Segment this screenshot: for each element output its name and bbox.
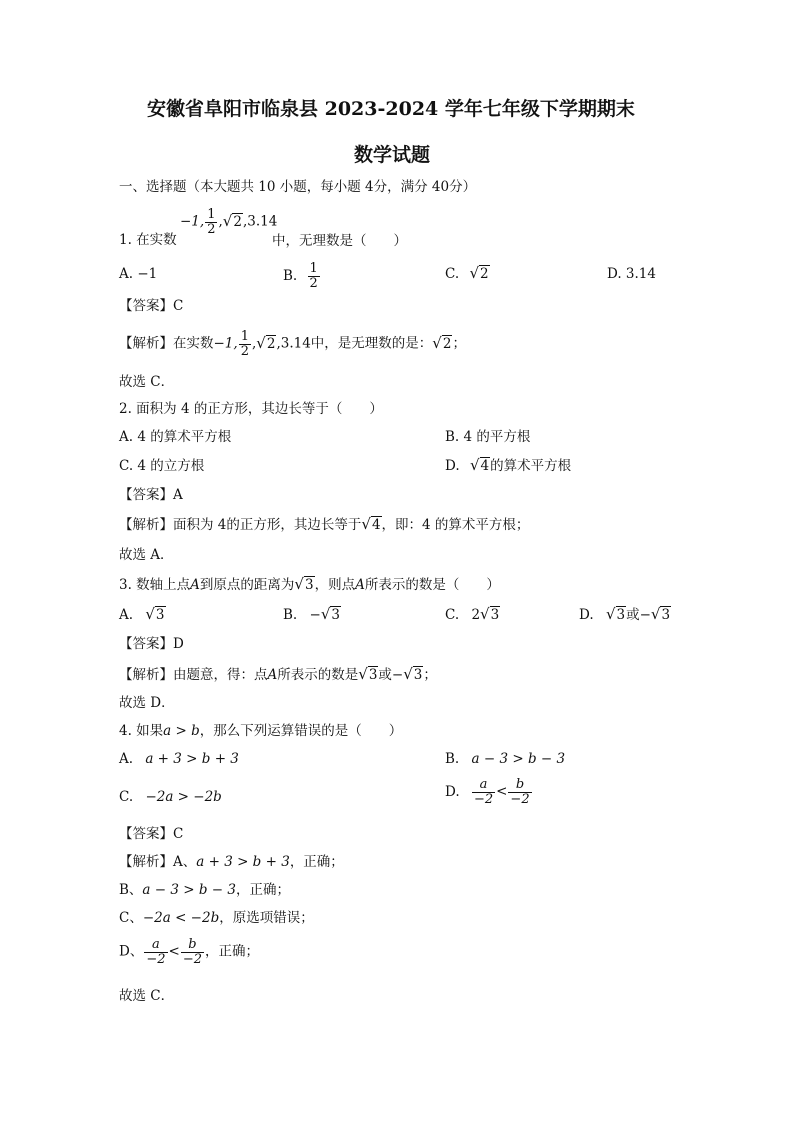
question-2-option-a: A. 4 的算术平方根: [119, 429, 232, 445]
question-4-analysis-c: C、−2a < −2b，原选项错误；: [119, 910, 314, 926]
question-1-suffix: 中，无理数是（ ）: [272, 233, 407, 249]
question-1-analysis: 【解析】在实数−1, $\frac{1}{2}$ ,√2,3.14中，是无理数的是：√2；: [119, 329, 466, 359]
document-title: 安徽省阜阳市临泉县 2023-2024 学年七年级下学期期末: [147, 98, 635, 120]
question-4-conclusion: 故选 C．: [119, 988, 175, 1004]
question-2-answer: 【答案】A: [119, 487, 183, 503]
question-1-option-a: A. −1: [119, 266, 158, 282]
question-4-stem: 4. 如果a > b，那么下列运算错误的是（ ）: [119, 723, 403, 739]
question-3-option-c: C. 2√3: [445, 605, 500, 623]
question-4-analysis-b: B、a − 3 > b − 3，正确；: [119, 882, 290, 898]
question-1-prefix: 1. 在实数: [119, 232, 177, 248]
question-4-option-b: B. a − 3 > b − 3: [445, 751, 566, 767]
question-1-option-d: D. 3.14: [607, 266, 656, 282]
question-1-option-c: C. √2: [445, 264, 489, 282]
section-heading: 一、选择题（本大题共 10 小题，每小题 4分，满分 40分）: [119, 179, 477, 195]
fraction-half: $\frac{1}{2}$: [207, 207, 216, 237]
question-3-stem: 3. 数轴上点A到原点的距离为√3，则点A所表示的数是（ ）: [119, 575, 500, 593]
question-3-conclusion: 故选 D．: [119, 695, 175, 711]
question-4-answer: 【答案】C: [119, 826, 184, 842]
question-1-set: −1, $\frac{1}{2}$ ,√2,3.14: [180, 207, 278, 237]
sqrt-2: √2: [222, 211, 242, 230]
question-2-analysis: 【解析】面积为 4的正方形，其边长等于√4，即：4 的算术平方根；: [119, 515, 530, 533]
question-4-option-a: A. a + 3 > b + 3: [119, 751, 239, 767]
question-2-option-b: B. 4 的平方根: [445, 429, 531, 445]
question-1-conclusion: 故选 C．: [119, 374, 175, 390]
question-2-conclusion: 故选 A．: [119, 547, 174, 563]
question-3-option-d: D. √3或−√3: [579, 605, 671, 623]
question-3-option-a: A. √3: [119, 605, 165, 623]
question-3-analysis: 【解析】由题意，得：点A所表示的数是√3或−√3；: [119, 665, 437, 683]
question-4-option-c: C. −2a > −2b: [119, 789, 222, 805]
question-2-option-d: D. √4的算术平方根: [445, 456, 572, 474]
question-3-option-b: B. −√3: [283, 605, 340, 623]
question-4-option-d: D. $\frac{a}{-2}$ < $\frac{b}{-2}$: [445, 777, 530, 807]
question-2-stem: 2. 面积为 4 的正方形，其边长等于（ ）: [119, 401, 383, 417]
question-4-analysis-d: D、 $\frac{a}{-2}$ < $\frac{b}{-2}$ ，正确；: [119, 937, 259, 967]
question-1-option-b: B. $\frac{1}{2}$: [283, 261, 318, 291]
document-subtitle: 数学试题: [354, 144, 431, 166]
question-2-option-c: C. 4 的立方根: [119, 458, 205, 474]
question-3-answer: 【答案】D: [119, 636, 184, 652]
question-4-analysis-a: 【解析】A、a + 3 > b + 3，正确；: [119, 854, 344, 870]
question-1-answer: 【答案】C: [119, 298, 184, 314]
question-1-stem: [119, 212, 177, 248]
